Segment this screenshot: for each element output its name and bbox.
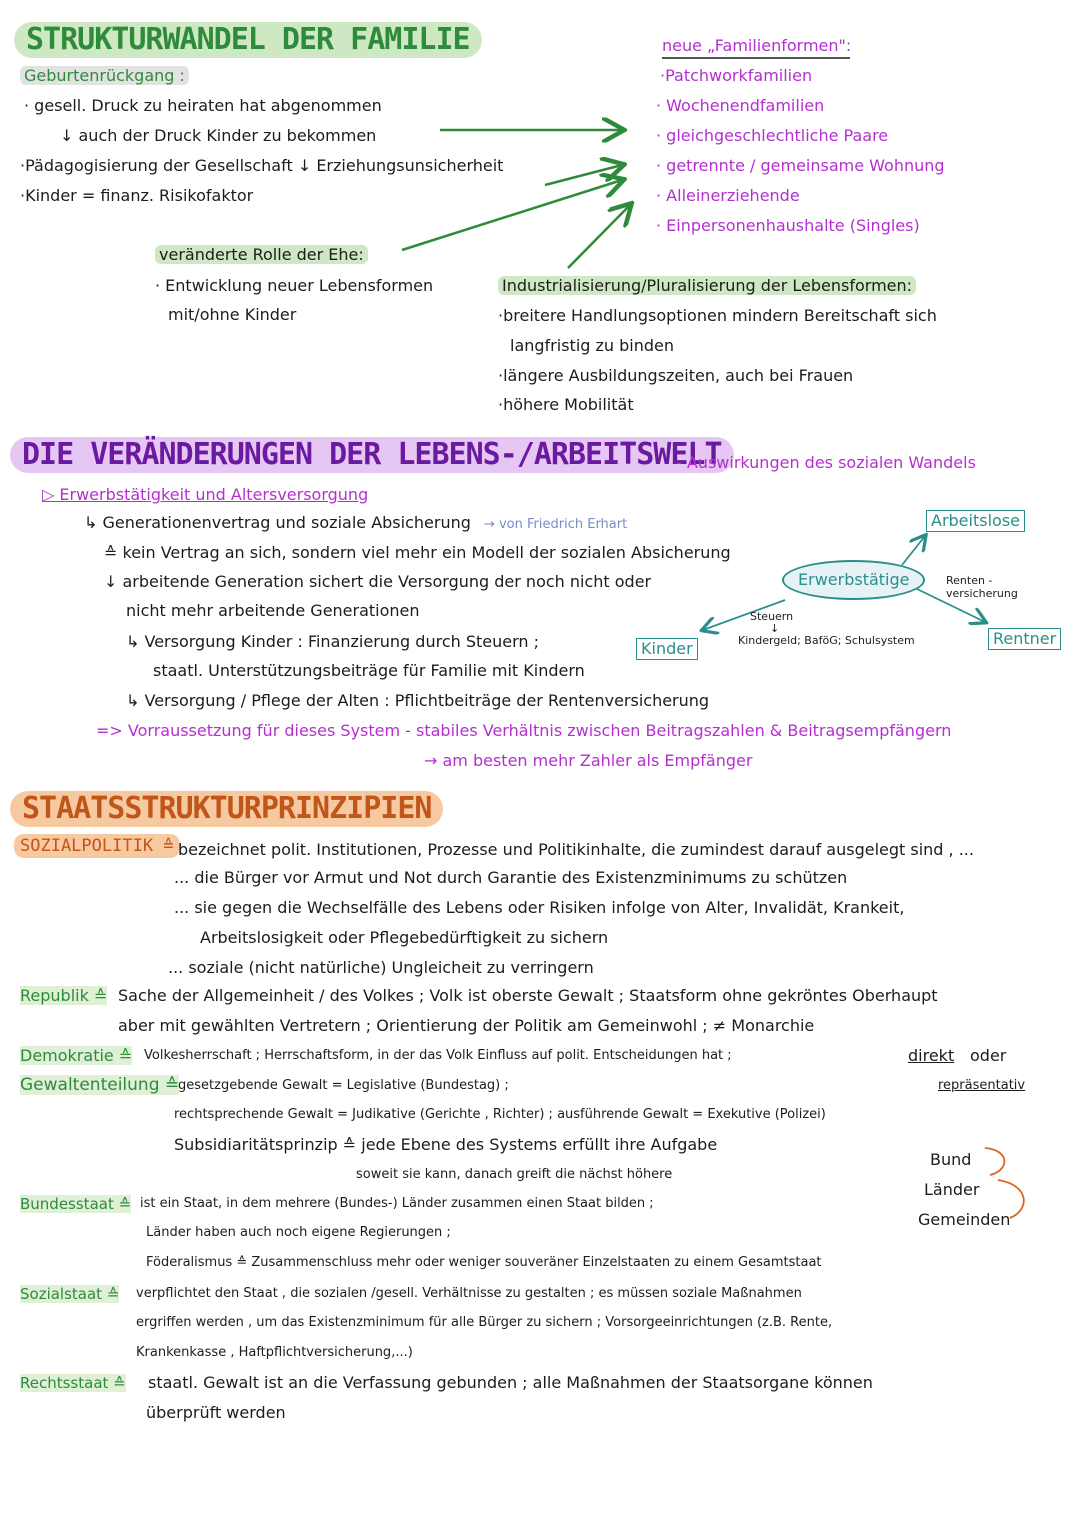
- social-state-line-3: Krankenkasse , Haftpflichtversicherung,...): [136, 1345, 413, 1360]
- social-policy-def: bezeichnet polit. Institutionen, Prozesse und Politikinhalte, die zumindest darauf ausgelegt sind , ...: [178, 840, 974, 859]
- new-forms-heading: neue „Familienformen":: [662, 36, 852, 55]
- rule-of-law-line-1: staatl. Gewalt ist an die Verfassung gebunden ; alle Maßnahmen der Staatsorgane können: [148, 1373, 873, 1392]
- rule-of-law-line-2: überprüft werden: [146, 1403, 286, 1422]
- section-title-work: DIE VERÄNDERUNGEN DER LEBENS-/ARBEITSWELT: [10, 437, 734, 473]
- federalism-line: Föderalismus ≙ Zusammenschluss mehr oder weniger souveräner Einzelstaaten zu einem Gesamtstaat: [146, 1255, 822, 1270]
- subsidiarity-line: Subsidiaritätsprinzip ≙ jede Ebene des Systems erfüllt ihre Aufgabe: [174, 1135, 718, 1154]
- level-municipalities: Gemeinden: [918, 1210, 1011, 1229]
- care-children-line: ↳ Versorgung Kinder : Finanzierung durch Steuern ;: [126, 632, 540, 651]
- care-children-line-b: staatl. Unterstützungsbeiträge für Familie mit Kindern: [153, 661, 585, 680]
- birth-line-2: ·Pädagogisierung der Gesellschaft ↓ Erziehungsunsicherheit: [20, 156, 504, 175]
- birth-decline-heading: Geburtenrückgang :: [20, 66, 189, 85]
- level-federal: Bund: [930, 1150, 972, 1169]
- democracy-line: Volkesherrschaft ; Herrschaftsform, in der das Volk Einfluss auf polit. Entscheidungen hat ;: [144, 1048, 732, 1063]
- birth-line-1b: ↓ auch der Druck Kinder zu bekommen: [60, 126, 377, 145]
- social-state-line-2: ergriffen werden , um das Existenzminimum für alle Bürger zu sichern ; Vorsorgeeinrichtungen (z.B. Rente,: [136, 1315, 833, 1330]
- democracy-or: oder: [970, 1046, 1007, 1065]
- separation-line-1: gesetzgebende Gewalt = Legislative (Bundestag) ;: [178, 1078, 509, 1093]
- retiree-box: Rentner: [988, 628, 1061, 650]
- role-line-1: · Entwicklung neuer Lebensformen: [155, 276, 434, 295]
- subsidiarity-line-b: soweit sie kann, danach greift die nächst höhere: [356, 1167, 673, 1182]
- social-state-line-1: verpflichtet den Staat , die sozialen /gesell. Verhältnisse zu gestalten ; es müssen soziale Maßnahmen: [136, 1286, 802, 1301]
- new-form-item: · Alleinerziehende: [656, 186, 800, 205]
- prerequisite-line: => Vorraussetzung für dieses System - stabiles Verhältnis zwischen Beitragszahlen & Beitragsempfängern: [96, 721, 952, 740]
- social-state-label: Sozialstaat ≙: [20, 1285, 120, 1303]
- republic-line-2: aber mit gewählten Vertretern ; Orientierung der Politik am Gemeinwohl ; ≠ Monarchie: [118, 1016, 815, 1035]
- rule-of-law-label: Rechtsstaat ≙: [20, 1374, 126, 1392]
- democracy-label: Demokratie ≙: [20, 1046, 133, 1065]
- ind-line-1: ·breitere Handlungsoptionen mindern Bereitschaft sich: [498, 306, 937, 325]
- erhard-note: → von Friedrich Erhart: [483, 517, 628, 532]
- republic-label: Republik ≙: [20, 986, 108, 1005]
- arrow-level-1: [985, 1148, 1004, 1175]
- care-elderly-line: ↳ Versorgung / Pflege der Alten : Pflichtbeiträge der Rentenversicherung: [126, 691, 710, 710]
- arrow-to-unemployed: [902, 536, 925, 565]
- section-title-state: STAATSSTRUKTURPRINZIPIEN: [10, 791, 443, 827]
- new-form-item: · Einpersonenhaushalte (Singles): [656, 216, 920, 235]
- federal-state-line-1: ist ein Staat, in dem mehrere (Bundes-) Länder zusammen einen Staat bilden ;: [140, 1196, 654, 1211]
- new-form-item: · gleichgeschlechtliche Paare: [656, 126, 889, 145]
- democracy-representative: repräsentativ: [938, 1078, 1026, 1093]
- taxes-arrow: ↓: [770, 622, 780, 635]
- industrialization-heading: Industrialisierung/Pluralisierung der Lebensformen:: [498, 276, 916, 295]
- social-policy-3: ... soziale (nicht natürliche) Ungleicheit zu verringern: [168, 958, 594, 977]
- arrow-ind-to-forms: [568, 205, 630, 268]
- taxes-label: Steuern: [750, 610, 794, 623]
- new-form-item: · Wochenendfamilien: [656, 96, 825, 115]
- payers-line: → am besten mehr Zahler als Empfänger: [424, 751, 753, 770]
- employment-subheading: ▷ Erwerbstätigkeit und Altersversorgung: [42, 485, 369, 504]
- birth-line-3: ·Kinder = finanz. Risikofaktor: [20, 186, 254, 205]
- new-form-item: · getrennte / gemeinsame Wohnung: [656, 156, 945, 175]
- role-line-2: mit/ohne Kinder: [168, 305, 297, 324]
- working-gen-line: ↓ arbeitende Generation sichert die Versorgung der noch nicht oder: [104, 572, 652, 591]
- federal-state-label: Bundesstaat ≙: [20, 1195, 132, 1213]
- level-states: Länder: [924, 1180, 980, 1199]
- children-box: Kinder: [636, 638, 698, 660]
- ind-line-3: ·höhere Mobilität: [498, 395, 634, 414]
- social-policy-2: ... sie gegen die Wechselfälle des Lebens oder Risiken infolge von Alter, Invalidät, Krankeit,: [174, 898, 905, 917]
- democracy-direct: direkt: [908, 1046, 955, 1065]
- birth-line-1: · gesell. Druck zu heiraten hat abgenommen: [24, 96, 382, 115]
- working-gen-line-b: nicht mehr arbeitende Generationen: [126, 601, 420, 620]
- unemployed-box: Arbeitslose: [926, 510, 1025, 532]
- section-subtitle-work: - Auswirkungen des sozialen Wandels: [676, 453, 976, 472]
- social-policy-2b: Arbeitslosigkeit oder Pflegebedürftigkeit zu sichern: [200, 928, 609, 947]
- gen-contract-line: ↳ Generationenvertrag und soziale Absicherung: [84, 513, 471, 532]
- role-heading: veränderte Rolle der Ehe:: [155, 245, 368, 264]
- social-policy-1: ... die Bürger vor Armut und Not durch Garantie des Existenzminimums zu schützen: [174, 868, 848, 887]
- arrow-role-to-forms: [402, 180, 622, 250]
- arrow-paed-to-forms: [545, 165, 622, 185]
- social-policy-label: SOZIALPOLITIK ≙: [14, 834, 180, 858]
- federal-state-line-2: Länder haben auch noch eigene Regierungen ;: [146, 1225, 451, 1240]
- ind-line-2: ·längere Ausbildungszeiten, auch bei Frauen: [498, 366, 854, 385]
- employed-ellipse: Erwerbstätige: [782, 560, 925, 600]
- separation-label: Gewaltenteilung ≙: [20, 1075, 180, 1095]
- model-line: ≙ kein Vertrag an sich, sondern viel mehr ein Modell der sozialen Absicherung: [104, 543, 731, 562]
- new-form-item: ·Patchworkfamilien: [660, 66, 813, 85]
- pension-insurance-label: Renten - versicherung: [946, 574, 1018, 600]
- separation-line-2: rechtsprechende Gewalt = Judikative (Gerichte , Richter) ; ausführende Gewalt = Exekutive (Polizei): [174, 1107, 826, 1122]
- republic-line-1: Sache der Allgemeinheit / des Volkes ; Volk ist oberste Gewalt ; Staatsform ohne gekröntes Oberhaupt: [118, 986, 938, 1005]
- benefits-label: Kindergeld; BaföG; Schulsystem: [738, 634, 915, 647]
- ind-line-1b: langfristig zu binden: [510, 336, 675, 355]
- section-title-family: STRUKTURWANDEL DER FAMILIE: [14, 22, 482, 58]
